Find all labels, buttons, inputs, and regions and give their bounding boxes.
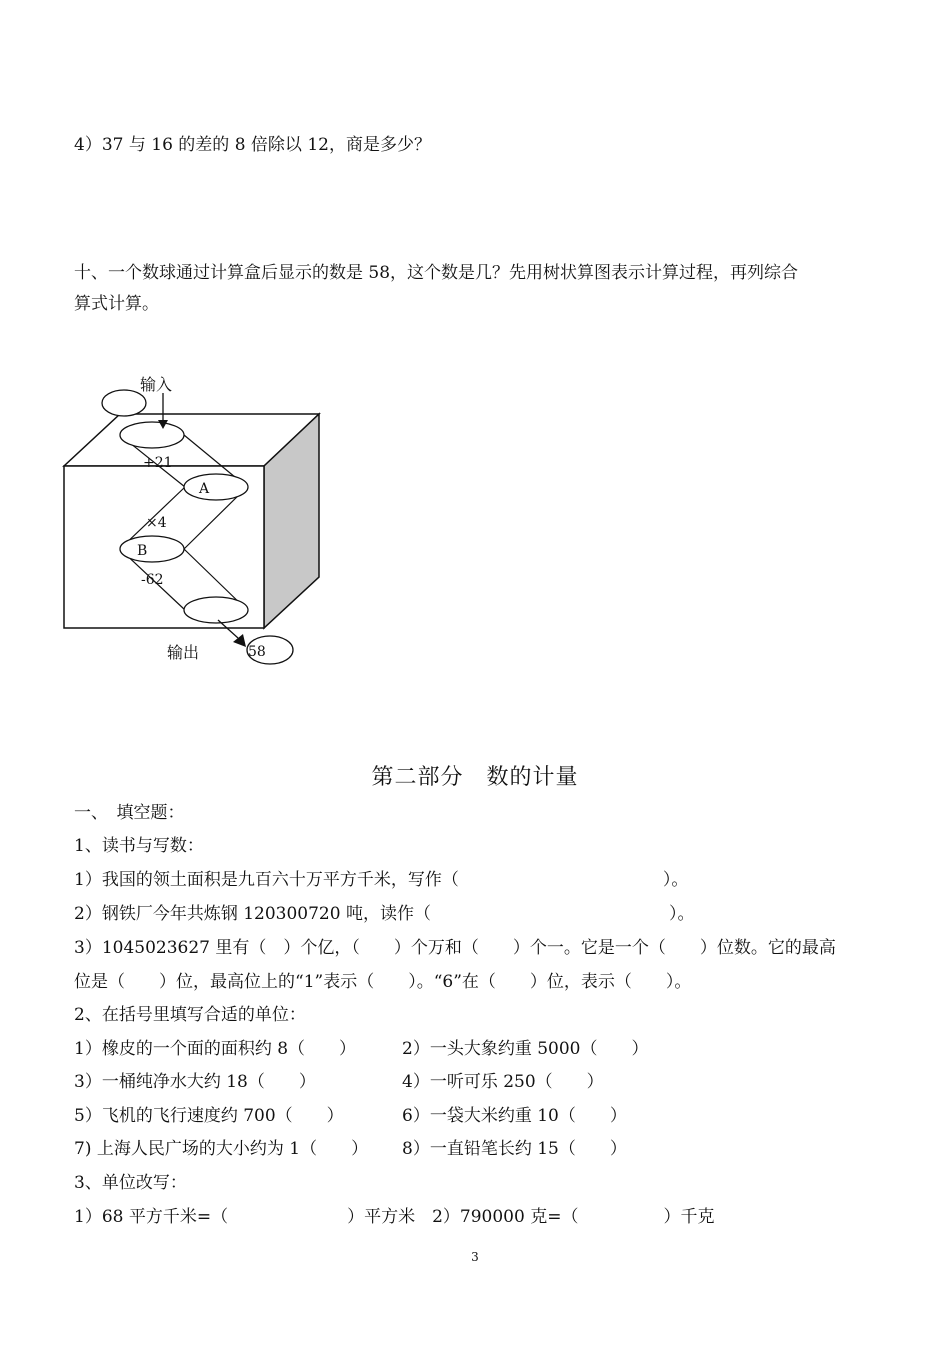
page-number: 3 — [471, 1250, 479, 1264]
op-add-21: +21 — [143, 455, 173, 471]
op-times-4: ×4 — [146, 515, 167, 531]
q1-item-1: 1）我国的领土面积是九百六十万平方千米，写作（ ）。 — [74, 870, 689, 890]
calculation-box-diagram — [0, 360, 360, 670]
q1-item-3-line2: 位是（ ）位，最高位上的“1”表示（ ）。“6”在（ ）位，表示（ ）。 — [74, 972, 692, 992]
unit-item-2: 2）一头大象约重 5000（ ） — [402, 1039, 649, 1059]
output-label: 输出 — [167, 643, 200, 662]
exit-ellipse — [184, 597, 248, 623]
entry-ellipse — [120, 422, 184, 448]
unit-item-5: 5）飞机的飞行速度约 700（ ） — [74, 1106, 344, 1126]
unit-item-6: 6）一袋大米约重 10（ ） — [402, 1106, 627, 1126]
question-10-line1: 十、一个数球通过计算盒后显示的数是 58，这个数是几？先用树状算图表示计算过程，再列综合 — [74, 263, 799, 283]
op-minus-62: -62 — [141, 572, 164, 588]
q1-heading: 1、读书与写数： — [74, 836, 204, 856]
unit-item-1: 1）橡皮的一个面的面积约 8（ ） — [74, 1039, 357, 1059]
node-b-label: B — [137, 543, 148, 559]
output-value: 58 — [248, 644, 266, 660]
q1-item-2: 2）钢铁厂今年共炼钢 120300720 吨，读作（ ）。 — [74, 904, 695, 924]
section-1-heading: 一、 填空题： — [74, 803, 185, 823]
unit-item-4: 4）一听可乐 250（ ） — [402, 1072, 604, 1092]
node-a-ellipse — [184, 474, 248, 500]
unit-item-3: 3）一桶纯净水大约 18（ ） — [74, 1072, 316, 1092]
q3-conversion-line: 1）68 平方千米=（ ）平方米 2）790000 克=（ ）千克 — [74, 1207, 715, 1227]
question-4: 4）37 与 16 的差的 8 倍除以 12，商是多少？ — [74, 135, 431, 155]
input-label: 输入 — [140, 375, 173, 394]
unit-item-7: 7) 上海人民广场的大小约为 1（ ） — [74, 1139, 369, 1159]
q3-heading: 3、单位改写： — [74, 1173, 187, 1193]
unit-item-8: 8）一直铅笔长约 15（ ） — [402, 1139, 627, 1159]
q1-item-3-line1: 3）1045023627 里有（ ）个亿，（ ）个万和（ ）个一。它是一个（ ）位数。它的最高 — [74, 938, 836, 958]
q2-heading: 2、在括号里填写合适的单位： — [74, 1005, 306, 1025]
part2-title: 第二部分 数的计量 — [371, 765, 579, 790]
question-10-line2: 算式计算。 — [74, 294, 159, 314]
node-a-label: A — [199, 481, 210, 497]
node-b-ellipse — [120, 536, 184, 562]
